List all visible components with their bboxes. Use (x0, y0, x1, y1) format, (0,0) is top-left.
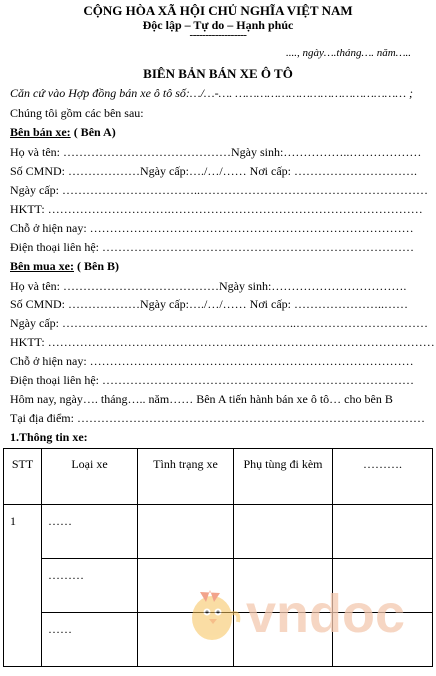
vehicle-type-value: …… (48, 514, 72, 528)
date-line: ...., ngày….tháng…. năm….. (286, 47, 411, 59)
intro-text: Chúng tôi gồm các bên sau: (10, 106, 144, 120)
vehicle-type-cell (42, 559, 138, 613)
accessories-cell (234, 505, 333, 559)
header-condition: Tình trạng xe (138, 449, 234, 505)
seller-id-line: Số CMND: ………………Ngày cấp:…./…/…… Nơi cấp: …………………………. (10, 164, 417, 178)
buyer-heading (10, 259, 119, 273)
header-vehicle-type: Loại xe (42, 449, 138, 505)
seller-heading (10, 125, 116, 139)
vehicle-type-cell (42, 613, 138, 667)
contract-basis: Căn cứ vào Hợp đồng bán xe ô tô số:…/…-…. ………………………………………… ; (10, 86, 413, 100)
seller-heading-label: Bên bán xe: (10, 125, 71, 139)
vndoc-watermark-logo (182, 578, 432, 650)
chick-mascot-icon (192, 590, 238, 640)
vehicle-type-value: ……… (48, 568, 84, 582)
buyer-address-line: HKTT: ………………………………………….………………………………………… (10, 335, 435, 349)
table-header-row (4, 449, 433, 505)
seller-issued-line: Ngày cấp: ……………………………..………………………………………………… (10, 183, 428, 197)
seller-address-line: HKTT: ………………………….……………………………………………………… (10, 202, 423, 216)
section-vehicle-info: 1.Thông tin xe: (10, 430, 88, 444)
buyer-heading-label: Bên mua xe: (10, 259, 74, 273)
condition-cell (138, 505, 234, 559)
vehicle-type-cell (42, 505, 138, 559)
buyer-residence-line: Chỗ ở hiện nay: ……………………………………………………………………… (10, 354, 414, 368)
header-stt: STT (4, 449, 42, 505)
buyer-issued-line: Ngày cấp: …………………………………………………..…………………………… (10, 316, 428, 330)
document-title: BIÊN BẢN BÁN XE Ô TÔ (143, 66, 293, 81)
country-name: CỘNG HÒA XÃ HỘI CHỦ NGHĨA VIỆT NAM (83, 3, 353, 18)
buyer-id-line: Số CMND: ………………Ngày cấp:…./…/…… Nơi cấp: …………………..…… (10, 297, 408, 311)
seller-phone-line: Điện thoại liên hệ: …………………………………………………………………… (10, 240, 414, 254)
stt-cell (4, 505, 42, 667)
table-row (4, 505, 433, 559)
vehicle-type-value: …… (48, 622, 72, 636)
motto-divider: ------------------ (189, 29, 247, 41)
stt-value: 1 (10, 514, 16, 528)
seller-name-line: Họ và tên: ……………………………………Ngày sinh:……………..……………… (10, 145, 422, 159)
header-extra: ………. (333, 449, 433, 505)
buyer-name-line: Họ và tên: …………………………………Ngày sinh:……………………………. (10, 279, 407, 293)
agreement-line: Hôm nay, ngày…. tháng….. năm…… Bên A tiến hành bán xe ô tô… cho bên B (10, 392, 393, 406)
buyer-heading-tag: ( Bên B) (74, 259, 119, 273)
seller-residence-line: Chỗ ở hiện nay: ……………………………………………………………………… (10, 221, 414, 235)
seller-heading-tag: ( Bên A) (70, 125, 116, 139)
national-motto: Độc lập – Tự do – Hạnh phúc (142, 18, 294, 32)
buyer-phone-line: Điện thoại liên hệ: …………………………………………………………………… (10, 373, 414, 387)
header-accessories: Phụ tùng đi kèm (234, 449, 333, 505)
extra-cell (333, 505, 433, 559)
place-line: Tại địa điểm: …………………………………………………………………………… (10, 411, 425, 425)
watermark-text: vndoc (246, 584, 406, 644)
